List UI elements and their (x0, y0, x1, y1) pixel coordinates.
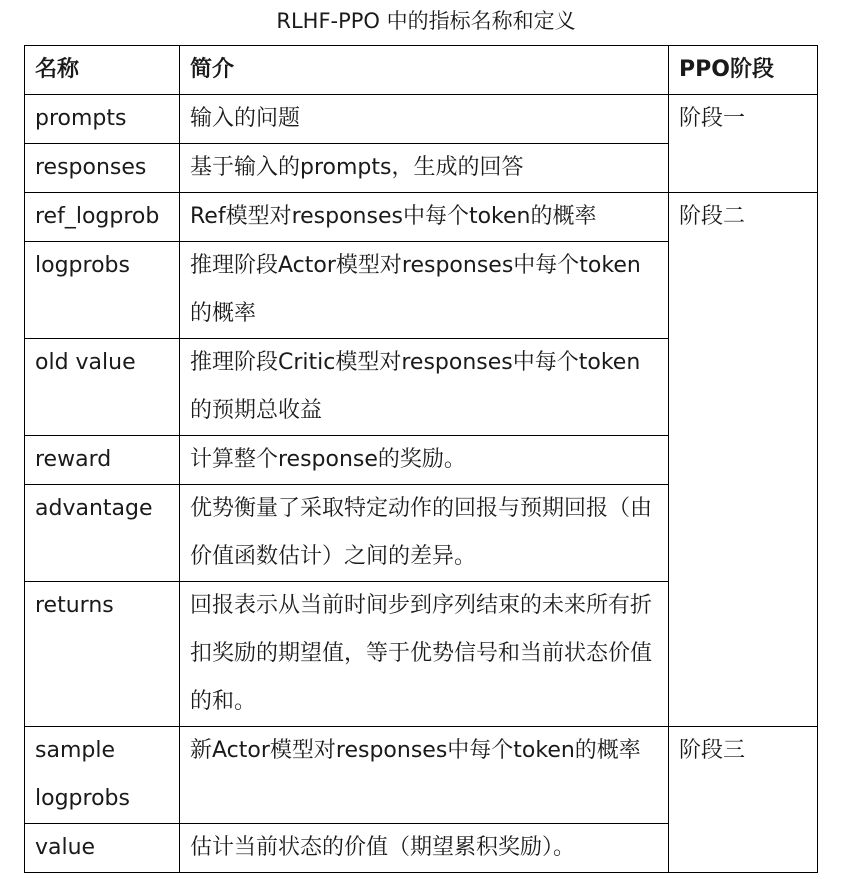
row-desc: 优势衡量了采取特定动作的回报与预期回报（由价值函数估计）之间的差异。 (180, 485, 669, 582)
stage-cell-3: 阶段三 (669, 727, 818, 873)
header-stage: PPO阶段 (669, 46, 818, 95)
row-name: logprobs (25, 242, 180, 339)
row-name: reward (25, 436, 180, 485)
row-desc: 新Actor模型对responses中每个token的概率 (180, 727, 669, 824)
table-header-row (25, 46, 818, 95)
row-desc: 计算整个response的奖励。 (180, 436, 669, 485)
row-desc: 基于输入的prompts，生成的回答 (180, 144, 669, 193)
row-name: ref_logprob (25, 193, 180, 242)
row-desc: 输入的问题 (180, 95, 669, 144)
row-name: responses (25, 144, 180, 193)
header-desc: 简介 (180, 46, 669, 95)
row-desc: 推理阶段Critic模型对responses中每个token的预期总收益 (180, 339, 669, 436)
table-row (25, 95, 818, 144)
table-row (25, 727, 818, 824)
row-name: old value (25, 339, 180, 436)
row-desc: Ref模型对responses中每个token的概率 (180, 193, 669, 242)
row-desc: 推理阶段Actor模型对responses中每个token的概率 (180, 242, 669, 339)
row-name: value (25, 824, 180, 873)
row-name: sample logprobs (25, 727, 180, 824)
row-name: advantage (25, 485, 180, 582)
stage-cell-1: 阶段一 (669, 95, 818, 193)
row-desc: 估计当前状态的价值（期望累积奖励）。 (180, 824, 669, 873)
header-name: 名称 (25, 46, 180, 95)
table-row (25, 193, 818, 242)
metrics-table (24, 45, 818, 873)
document-title: RLHF-PPO 中的指标名称和定义 (276, 9, 576, 33)
row-desc: 回报表示从当前时间步到序列结束的未来所有折扣奖励的期望值，等于优势信号和当前状态价值的和。 (180, 582, 669, 727)
row-name: prompts (25, 95, 180, 144)
stage-cell-2: 阶段二 (669, 193, 818, 727)
row-name: returns (25, 582, 180, 727)
